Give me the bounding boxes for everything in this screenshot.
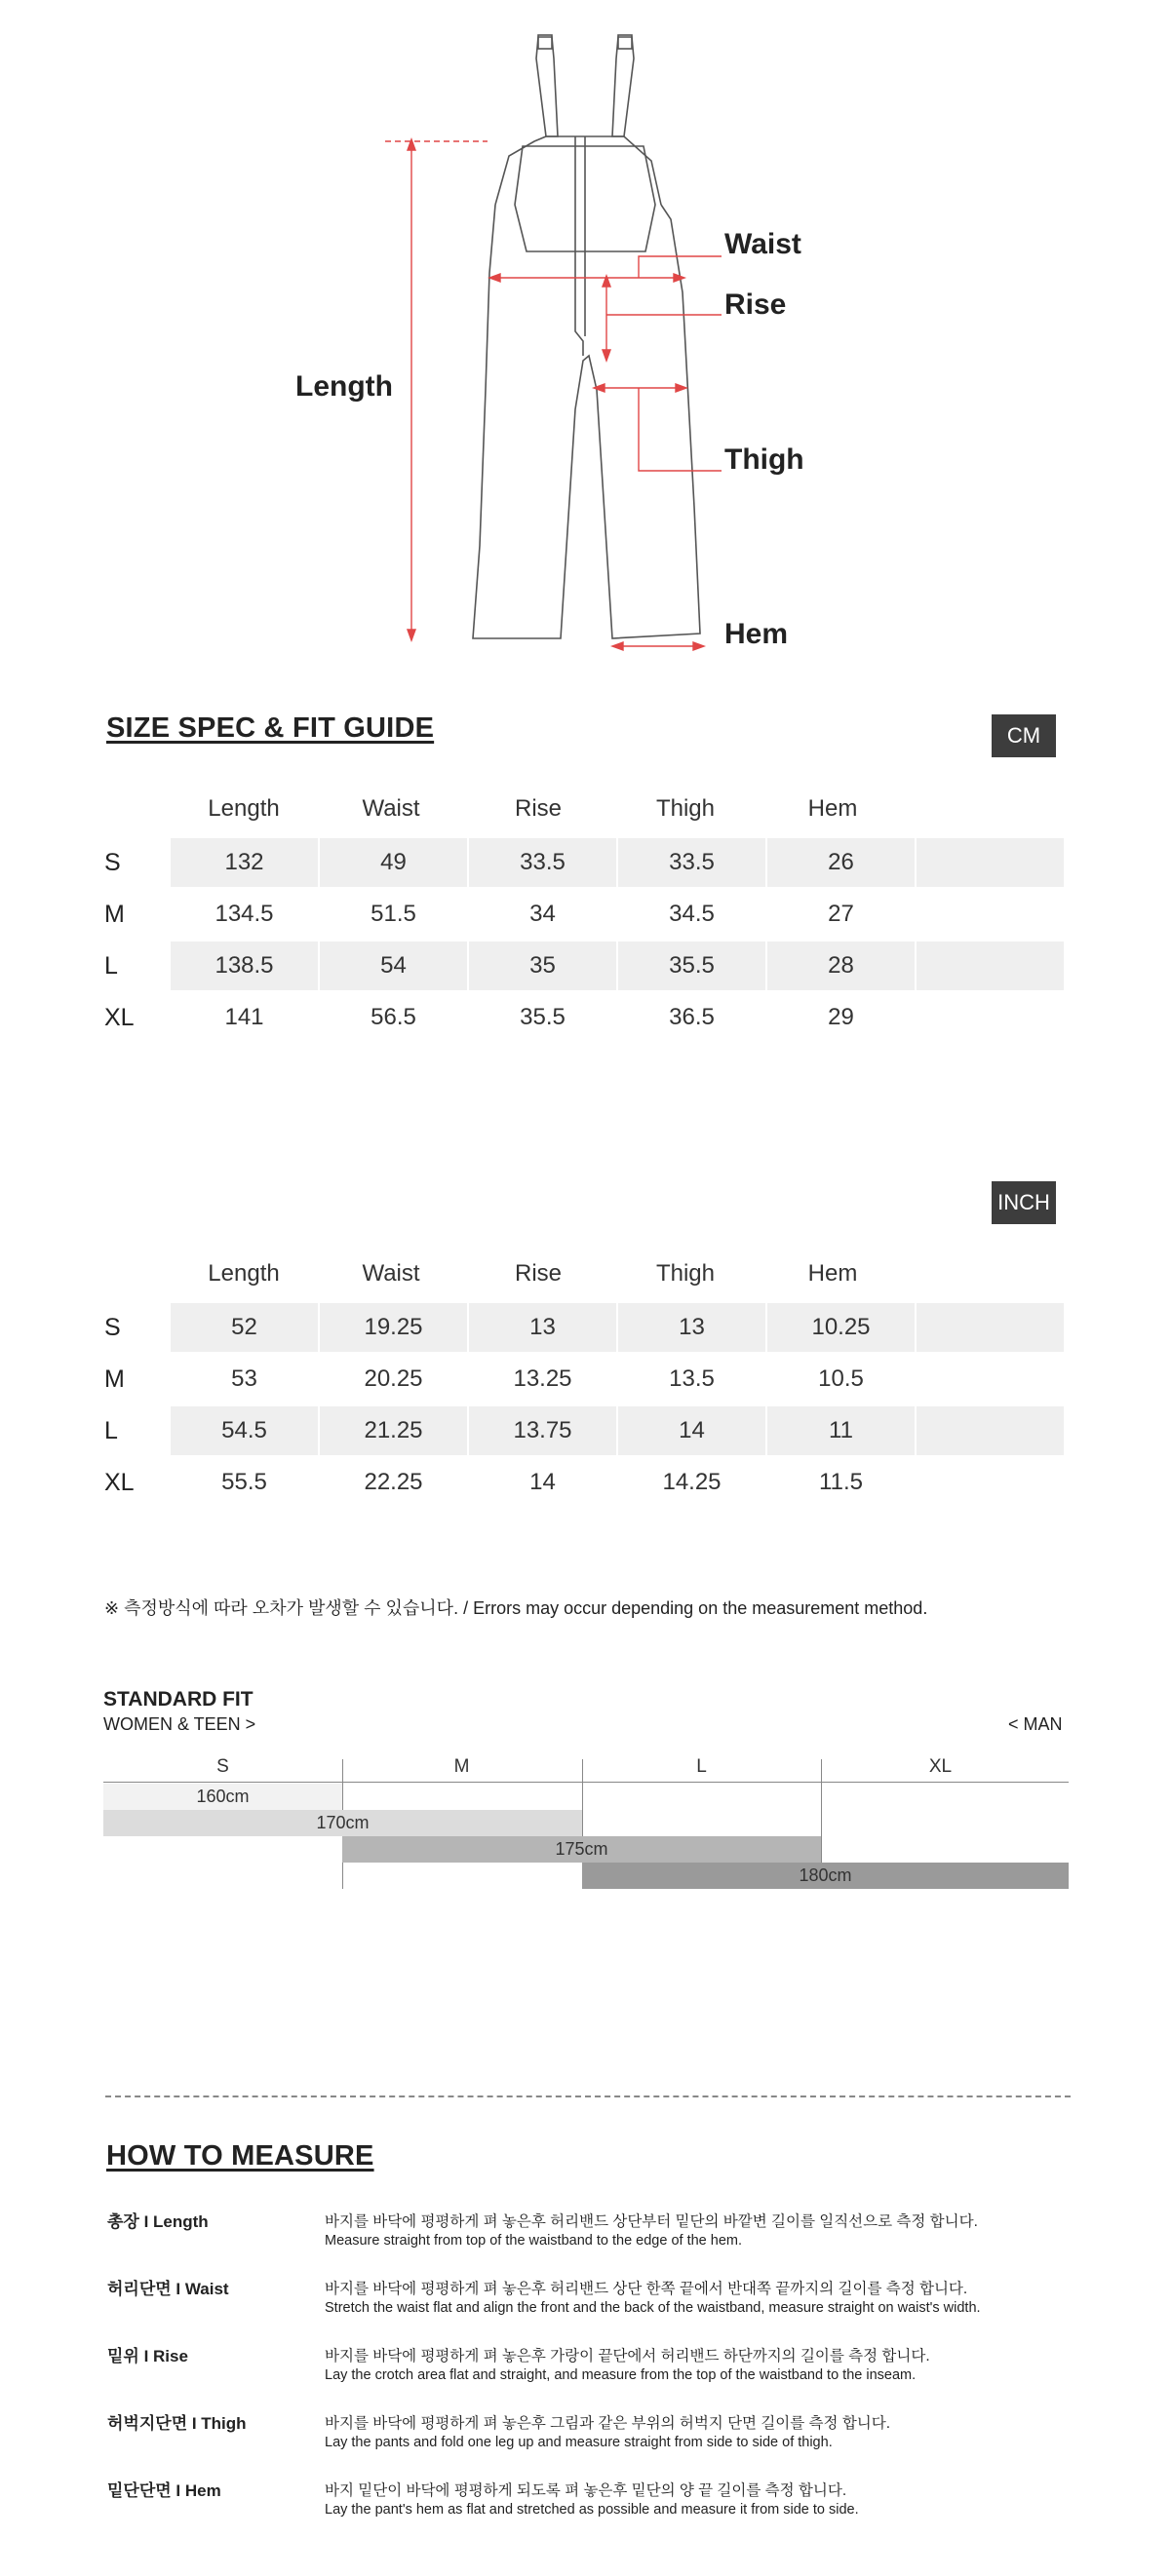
hem-value: 10.25: [767, 1303, 915, 1352]
length-value: 132: [171, 838, 318, 887]
size-label: L: [104, 1417, 118, 1444]
inch-unit-badge: INCH: [992, 1181, 1056, 1224]
size-label: XL: [104, 1469, 135, 1496]
rise-label: Rise: [724, 288, 787, 321]
height-bar-170: 170cm: [103, 1810, 582, 1836]
overalls-outline: [473, 35, 700, 638]
size-label: S: [104, 1314, 121, 1341]
rise-value: 34: [529, 901, 556, 927]
measure-desc-ko: 바지를 바닥에 평평하게 펴 놓은후 허리밴드 상단 한쪽 끝에서 반대쪽 끝까지의 길이를 측정 합니다.: [325, 2281, 968, 2297]
rise-value: 35.5: [520, 1004, 566, 1030]
hem-label: Hem: [724, 618, 789, 650]
header-rise: Rise: [514, 1260, 562, 1287]
table-row: [104, 942, 1070, 990]
header-hem: Hem: [807, 795, 858, 822]
fit-size-m: M: [453, 1756, 470, 1777]
table-row: [104, 838, 1070, 887]
measure-lines: [385, 139, 722, 650]
fit-size-xl: XL: [928, 1756, 953, 1777]
rise-value: 14: [529, 1469, 556, 1495]
thigh-value: 14.25: [662, 1469, 722, 1495]
size-label: M: [104, 1365, 125, 1393]
header-waist: Waist: [362, 1260, 420, 1287]
measure-desc-en: Lay the crotch area flat and straight, and measure from the top of the waistband to the inseam.: [325, 2367, 917, 2383]
waist-value: 21.25: [320, 1406, 467, 1455]
thigh-value: 36.5: [669, 1004, 715, 1030]
hem-value: 27: [828, 901, 854, 927]
thigh-value: 14: [618, 1406, 765, 1455]
waist-value: 20.25: [364, 1365, 423, 1392]
height-bar-180: 180cm: [582, 1863, 1069, 1889]
cm-unit-badge: CM: [992, 714, 1056, 757]
length-value: 52: [171, 1303, 318, 1352]
table-row: [104, 1458, 1070, 1507]
measure-name-waist: 허리단면 I Waist: [107, 2280, 229, 2298]
header-thigh: Thigh: [655, 795, 716, 822]
header-length: Length: [208, 1260, 280, 1287]
hem-value: 26: [767, 838, 915, 887]
thigh-value: 13.5: [669, 1365, 715, 1392]
header-waist: Waist: [362, 795, 420, 822]
measure-name-length: 총장 I Length: [107, 2212, 209, 2231]
measure-name-thigh: 허벅지단면 I Thigh: [107, 2414, 247, 2433]
empty-cell: [917, 838, 1064, 887]
header-rise: Rise: [514, 795, 562, 822]
size-spec-title: SIZE SPEC & FIT GUIDE: [106, 712, 435, 744]
measure-desc-ko: 바지를 바닥에 평평하게 펴 놓은후 그림과 같은 부위의 허벅지 단면 길이를 측정 합니다.: [325, 2415, 891, 2432]
dashed-divider: [105, 2095, 1071, 2097]
waist-value: 22.25: [364, 1469, 423, 1495]
length-value: 55.5: [221, 1469, 267, 1495]
table-row: [104, 993, 1070, 1042]
size-label: M: [104, 901, 125, 928]
waist-value: 51.5: [371, 901, 416, 927]
size-label: S: [104, 849, 121, 876]
man-label: < MAN: [1008, 1714, 1063, 1734]
size-label: XL: [104, 1004, 135, 1031]
measurement-note: ※ 측정방식에 따라 오차가 발생할 수 있습니다. / Errors may occur depending on the measurement method.: [104, 1598, 928, 1618]
header-length: Length: [208, 795, 280, 822]
hem-value: 10.5: [818, 1365, 864, 1392]
header-hem: Hem: [807, 1260, 858, 1287]
inch-table-header: [104, 1250, 1070, 1298]
standard-fit-title: STANDARD FIT: [103, 1688, 254, 1711]
thigh-value: 35.5: [618, 942, 765, 990]
rise-value: 13: [469, 1303, 616, 1352]
table-row: [104, 1303, 1070, 1352]
measure-desc-en: Measure straight from top of the waistband to the edge of the hem.: [325, 2233, 742, 2249]
empty-cell: [917, 1303, 1064, 1352]
thigh-label: Thigh: [724, 443, 804, 476]
measure-desc-ko: 바지 밑단이 바닥에 평평하게 되도록 펴 놓은후 밑단의 양 끝 길이를 측정 합니다.: [325, 2482, 847, 2499]
hem-value: 11.5: [819, 1469, 863, 1495]
length-value: 141: [224, 1004, 264, 1030]
length-value: 54.5: [171, 1406, 318, 1455]
measure-name-hem: 밑단단면 I Hem: [107, 2481, 221, 2500]
length-value: 53: [231, 1365, 257, 1392]
hem-value: 29: [828, 1004, 854, 1030]
women-teen-label: WOMEN & TEEN >: [103, 1714, 256, 1734]
thigh-value: 33.5: [618, 838, 765, 887]
rise-value: 13.25: [513, 1365, 572, 1392]
table-row: [104, 890, 1070, 939]
fit-size-s: S: [216, 1756, 229, 1777]
fit-size-l: L: [696, 1756, 707, 1777]
length-value: 138.5: [171, 942, 318, 990]
height-bar-175: 175cm: [342, 1836, 821, 1863]
waist-value: 56.5: [371, 1004, 416, 1030]
waist-value: 49: [320, 838, 467, 887]
waist-value: 54: [320, 942, 467, 990]
measure-desc-ko: 바지를 바닥에 평평하게 펴 놓은후 허리밴드 상단부터 밑단의 바깥변 길이를 일직선으로 측정 합니다.: [325, 2213, 978, 2230]
height-bar-160: 160cm: [103, 1784, 342, 1810]
measure-desc-ko: 바지를 바닥에 평평하게 펴 놓은후 가랑이 끝단에서 허리밴드 하단까지의 길이를 측정 합니다.: [325, 2348, 930, 2365]
rise-value: 35: [469, 942, 616, 990]
rise-value: 13.75: [469, 1406, 616, 1455]
hem-value: 11: [767, 1406, 915, 1455]
length-label: Length: [295, 370, 393, 403]
empty-cell: [917, 942, 1064, 990]
overalls-measurement-diagram: [0, 0, 1171, 682]
measure-desc-en: Lay the pant's hem as flat and stretched as possible and measure it from side to side.: [325, 2502, 859, 2518]
header-thigh: Thigh: [655, 1260, 716, 1287]
waist-value: 19.25: [320, 1303, 467, 1352]
measure-desc-en: Stretch the waist flat and align the front and the back of the waistband, measure straight on waist's width.: [325, 2300, 981, 2316]
how-to-measure-title: HOW TO MEASURE: [106, 2140, 374, 2172]
waist-label: Waist: [724, 228, 801, 260]
measure-desc-en: Lay the pants and fold one leg up and measure straight from side to side of thigh.: [325, 2435, 833, 2450]
cm-table-header: [104, 785, 1070, 833]
fit-scale-line: [103, 1782, 1069, 1783]
hem-value: 28: [767, 942, 915, 990]
table-row: [104, 1355, 1070, 1403]
rise-value: 33.5: [469, 838, 616, 887]
length-value: 134.5: [215, 901, 274, 927]
thigh-value: 34.5: [669, 901, 715, 927]
measure-name-rise: 밑위 I Rise: [107, 2347, 188, 2365]
empty-cell: [917, 1406, 1064, 1455]
size-label: L: [104, 952, 118, 980]
thigh-value: 13: [618, 1303, 765, 1352]
table-row: [104, 1406, 1070, 1455]
